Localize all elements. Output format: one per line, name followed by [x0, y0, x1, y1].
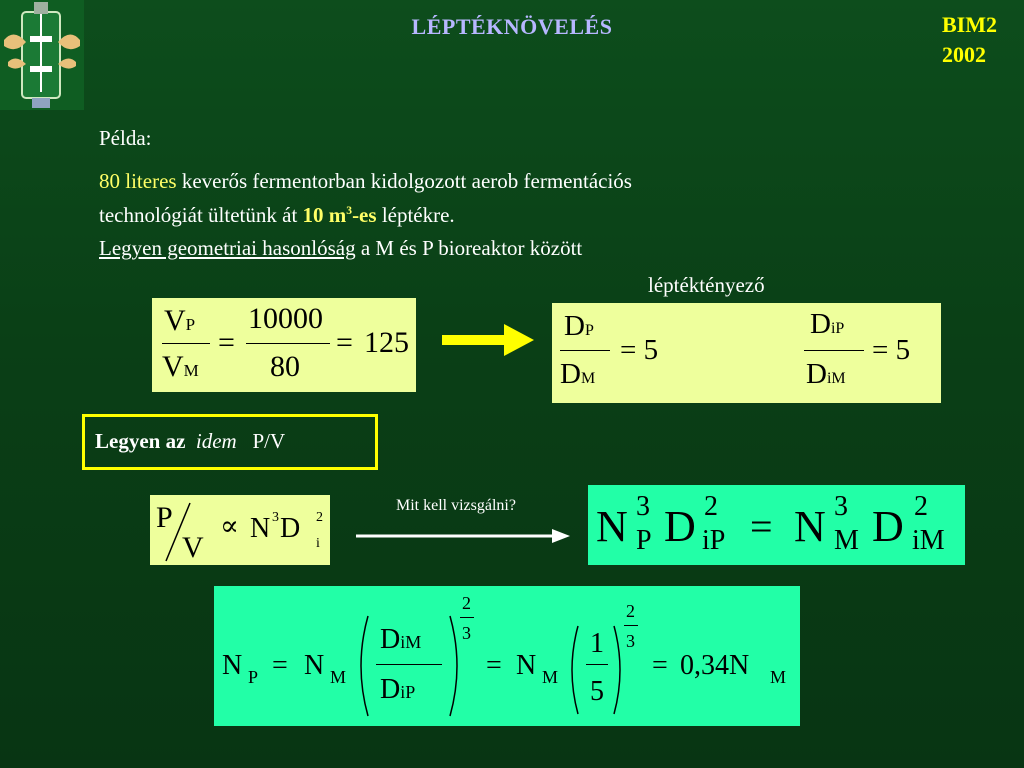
- volume-highlight: 80 literes: [99, 169, 177, 193]
- geometric-similarity: Legyen geometriai hasonlóság: [99, 236, 356, 260]
- arrow-right-thin-icon: [356, 526, 570, 546]
- intro-line-2: [99, 203, 455, 228]
- power-proportionality: P V ∝ N 3 D 2 i: [150, 495, 330, 565]
- volume-ratio-equation: VP VM = 10000 80 = 125: [152, 298, 416, 392]
- condition-rest: P/V: [252, 429, 286, 453]
- course-code-line1: BIM2: [942, 12, 997, 37]
- question-label: Mit kell vizsgálni?: [396, 497, 516, 514]
- scale-highlight: 10 $m^3-es$: [302, 203, 377, 227]
- condition-bold: Legyen az: [95, 429, 186, 453]
- example-label: Példa:: [99, 126, 152, 150]
- course-year: 2002: [942, 42, 986, 67]
- intro-line-3-rest: a M és P bioreaktor között: [355, 236, 583, 260]
- intro-line-1: [99, 169, 632, 194]
- stirrer-speed-equation: N P = N M DiM DiP 2 3 = N M 1 5 2 3 = 0,34N M: [214, 586, 800, 726]
- course-code: [942, 10, 997, 70]
- intro-line-2-start: technológiát ültetünk át: [99, 203, 303, 227]
- page-title: LÉPTÉKNÖVELÉS: [411, 14, 613, 39]
- scale-factor-equation: DP DM = 5 DiP DiM = 5: [552, 303, 941, 403]
- power-equality-equation: N 3 P D 2 iP = N 3 M D 2 iM: [588, 485, 965, 565]
- intro-line-2-end: léptékre.: [376, 203, 455, 227]
- intro-line-1-rest: keverős fermentorban kidolgozott aerob fermentációs: [176, 169, 632, 193]
- condition-box: [82, 414, 378, 470]
- condition-italic: idem: [195, 429, 237, 453]
- intro-line-3: [99, 236, 582, 261]
- arrow-right-icon: [442, 324, 534, 356]
- scale-factor-label: léptéktényező: [648, 273, 765, 297]
